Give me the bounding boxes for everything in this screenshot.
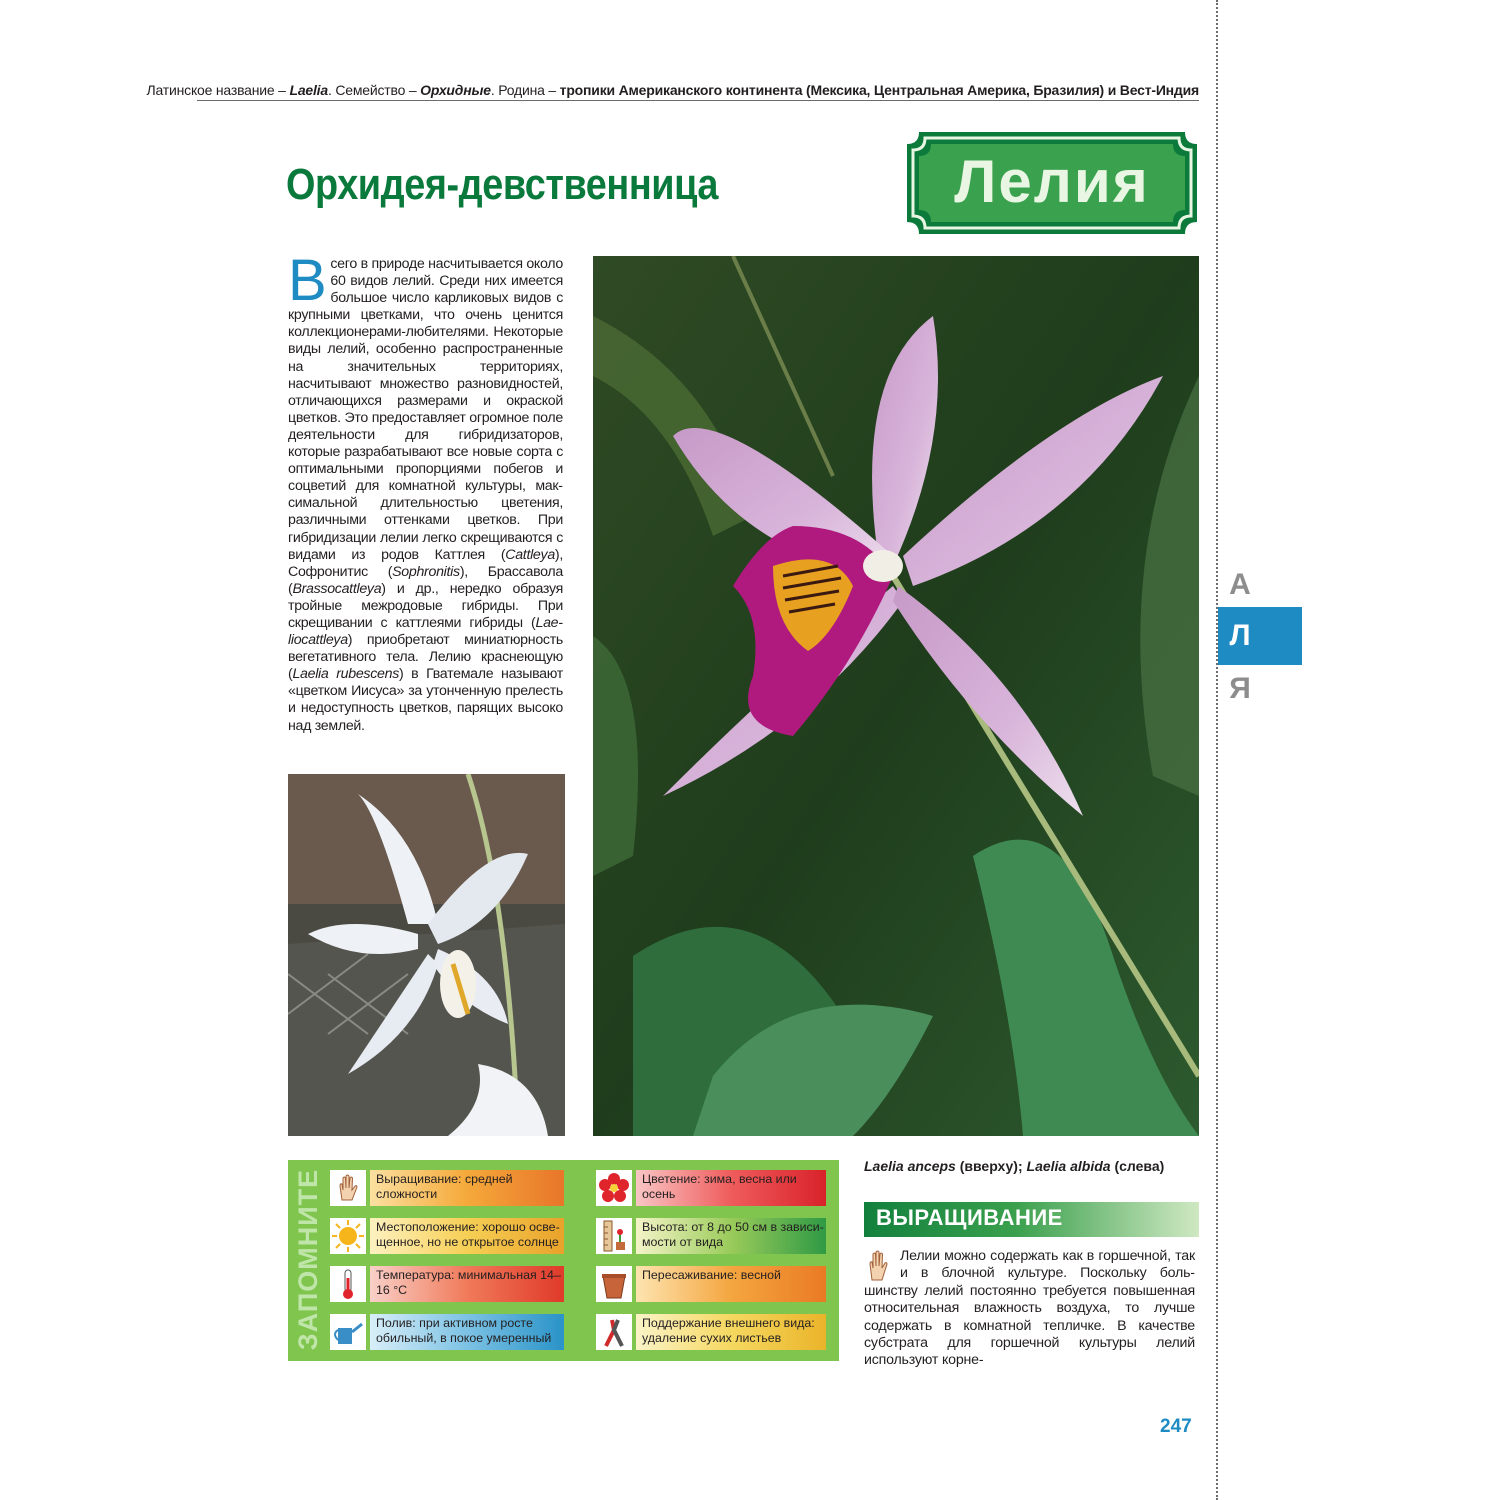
remember-item-text: Цветение: зима, весна или осень [642,1172,797,1201]
hand-icon [864,1248,892,1282]
caption-latin-1: Laelia anceps [864,1158,956,1174]
header-prefix: Латинское название – [146,82,290,98]
hand-icon [330,1170,366,1206]
remember-item-text: Температура: минимальная 14–16 °С [376,1268,561,1297]
page-number: 247 [1160,1416,1192,1437]
header-rule [197,100,1199,101]
intro-text-6: ) в Гватемале называют «цветком Иисуса» за утонченную прелесть и недоступность цветков, парящих высоко над землей. [288,666,564,734]
caption-latin-2: Laelia albida [1026,1158,1111,1174]
section-heading-growing: ВЫРАЩИВАНИЕ [876,1205,1063,1230]
photo-laelia-albida [288,774,565,1136]
remember-item-text: Поддержание внешнего вида: удаление сухих листьев [642,1316,815,1345]
photo-laelia-anceps [593,256,1199,1136]
page-header [147,82,1199,98]
intro-text-2: ), Софронитис ( [288,546,563,580]
pot-icon [596,1266,632,1302]
caption-text-2: (слева) [1110,1158,1165,1174]
intro-latin-cattleya: Cattleya [505,546,555,563]
header-family-prefix: . Семейство – [327,82,421,98]
thermometer-icon [330,1266,366,1302]
remember-item-watering [330,1314,564,1350]
pruner-icon [596,1314,632,1350]
remember-item-temperature [330,1266,564,1302]
intro-latin-sophronitis: Sophronitis [392,563,460,580]
intro-text-5: ) приобретают миниатюрность вегетативного тела. Лелию краснеющую ( [288,632,563,683]
alphabet-letter-a: А [1229,568,1251,601]
intro-latin-brassocattleya: Brassocattleya [292,580,382,597]
intro-latin-laeliocattleya: Laeliocattleya [288,614,563,649]
intro-text-1: сего в природе насчитывается около 60 видов лелий. Среди них имеется большое число карликовых видов с крупными цветками, что очень ценится коллекционерами-любителями. Некоторые виды лелий, особенно распространенные на значительных территориях, насчитывают множество разновидностей, отличающихся размерами и окраской цветков. Это предоставляет огромное поле деятельности для гибридизаторов, которые разрабатывают все новые сорта с оптимальными пропорциями побегов и соцветий для комнатной культуры, максимальной длительностью цветения, различными оттенками цветков. При гибридизации лелии легко скрещиваются с видами из родов Каттлея ( [288,256,564,563]
header-latin-name: Laelia [289,82,328,98]
growing-text: Лелии можно содержать как в горшечной, так и в блочной культуре. Поскольку большинству лелий постоянно требуется повышенная относительная влажность воздуха, то лучше содержать в комнатной тепличке. В качестве субстрата для горшечной культуры лелий используют корне- [864,1248,1195,1369]
intro-latin-rubescens: Laelia rubescens [292,666,399,683]
intro-text-3: ), Брассавола ( [288,563,563,597]
ruler-icon [596,1218,632,1254]
remember-item-flowering [596,1170,826,1206]
trim-edge-line [1216,0,1218,1500]
remember-item-text: Полив: при активном росте обильный, в покое умеренный [376,1316,552,1345]
page-title: Орхидея-девственница [286,160,719,209]
remember-item-location [330,1218,564,1254]
intro-text-4: ) и др., нередко образуя тройные межродовые гибриды. При скрещивании с каттлеями гибриды ( [288,580,563,631]
drop-cap: В [288,248,327,313]
remember-item-text: Пересаживание: весной [642,1268,781,1282]
remember-item-repotting [596,1266,826,1302]
remember-item-text: Местоположение: хорошо освещенное, но не открытое солнце [376,1220,560,1249]
watering-can-icon [330,1314,366,1350]
header-homeland-prefix: . Родина – [490,82,560,98]
photo-caption [864,1158,1164,1174]
growing-paragraph [864,1248,1195,1370]
remember-label: ЗАПОМНИТЕ [293,1168,323,1351]
intro-paragraph [288,248,564,735]
sun-icon [330,1218,366,1254]
header-family: Орхидные [420,82,491,98]
header-homeland: тропики Американского континента (Мексика, Центральная Америка, Бразилия) и Вест-Индия [559,82,1199,98]
alphabet-letter-l: Л [1229,619,1251,652]
remember-item-care [596,1314,826,1350]
flower-icon [596,1170,632,1206]
remember-item-cultivation [330,1170,564,1206]
alphabet-letter-ya: Я [1229,672,1251,705]
plaque-title: Лелия [954,148,1150,215]
section-heading-bar [864,1202,1199,1237]
remember-item-text: Высота: от 8 до 50 см в зависимости от вида [642,1220,824,1249]
remember-item-height [596,1218,826,1254]
caption-text-1: (вверху); [955,1158,1027,1174]
remember-item-text: Выращивание: средней сложности [376,1172,513,1201]
